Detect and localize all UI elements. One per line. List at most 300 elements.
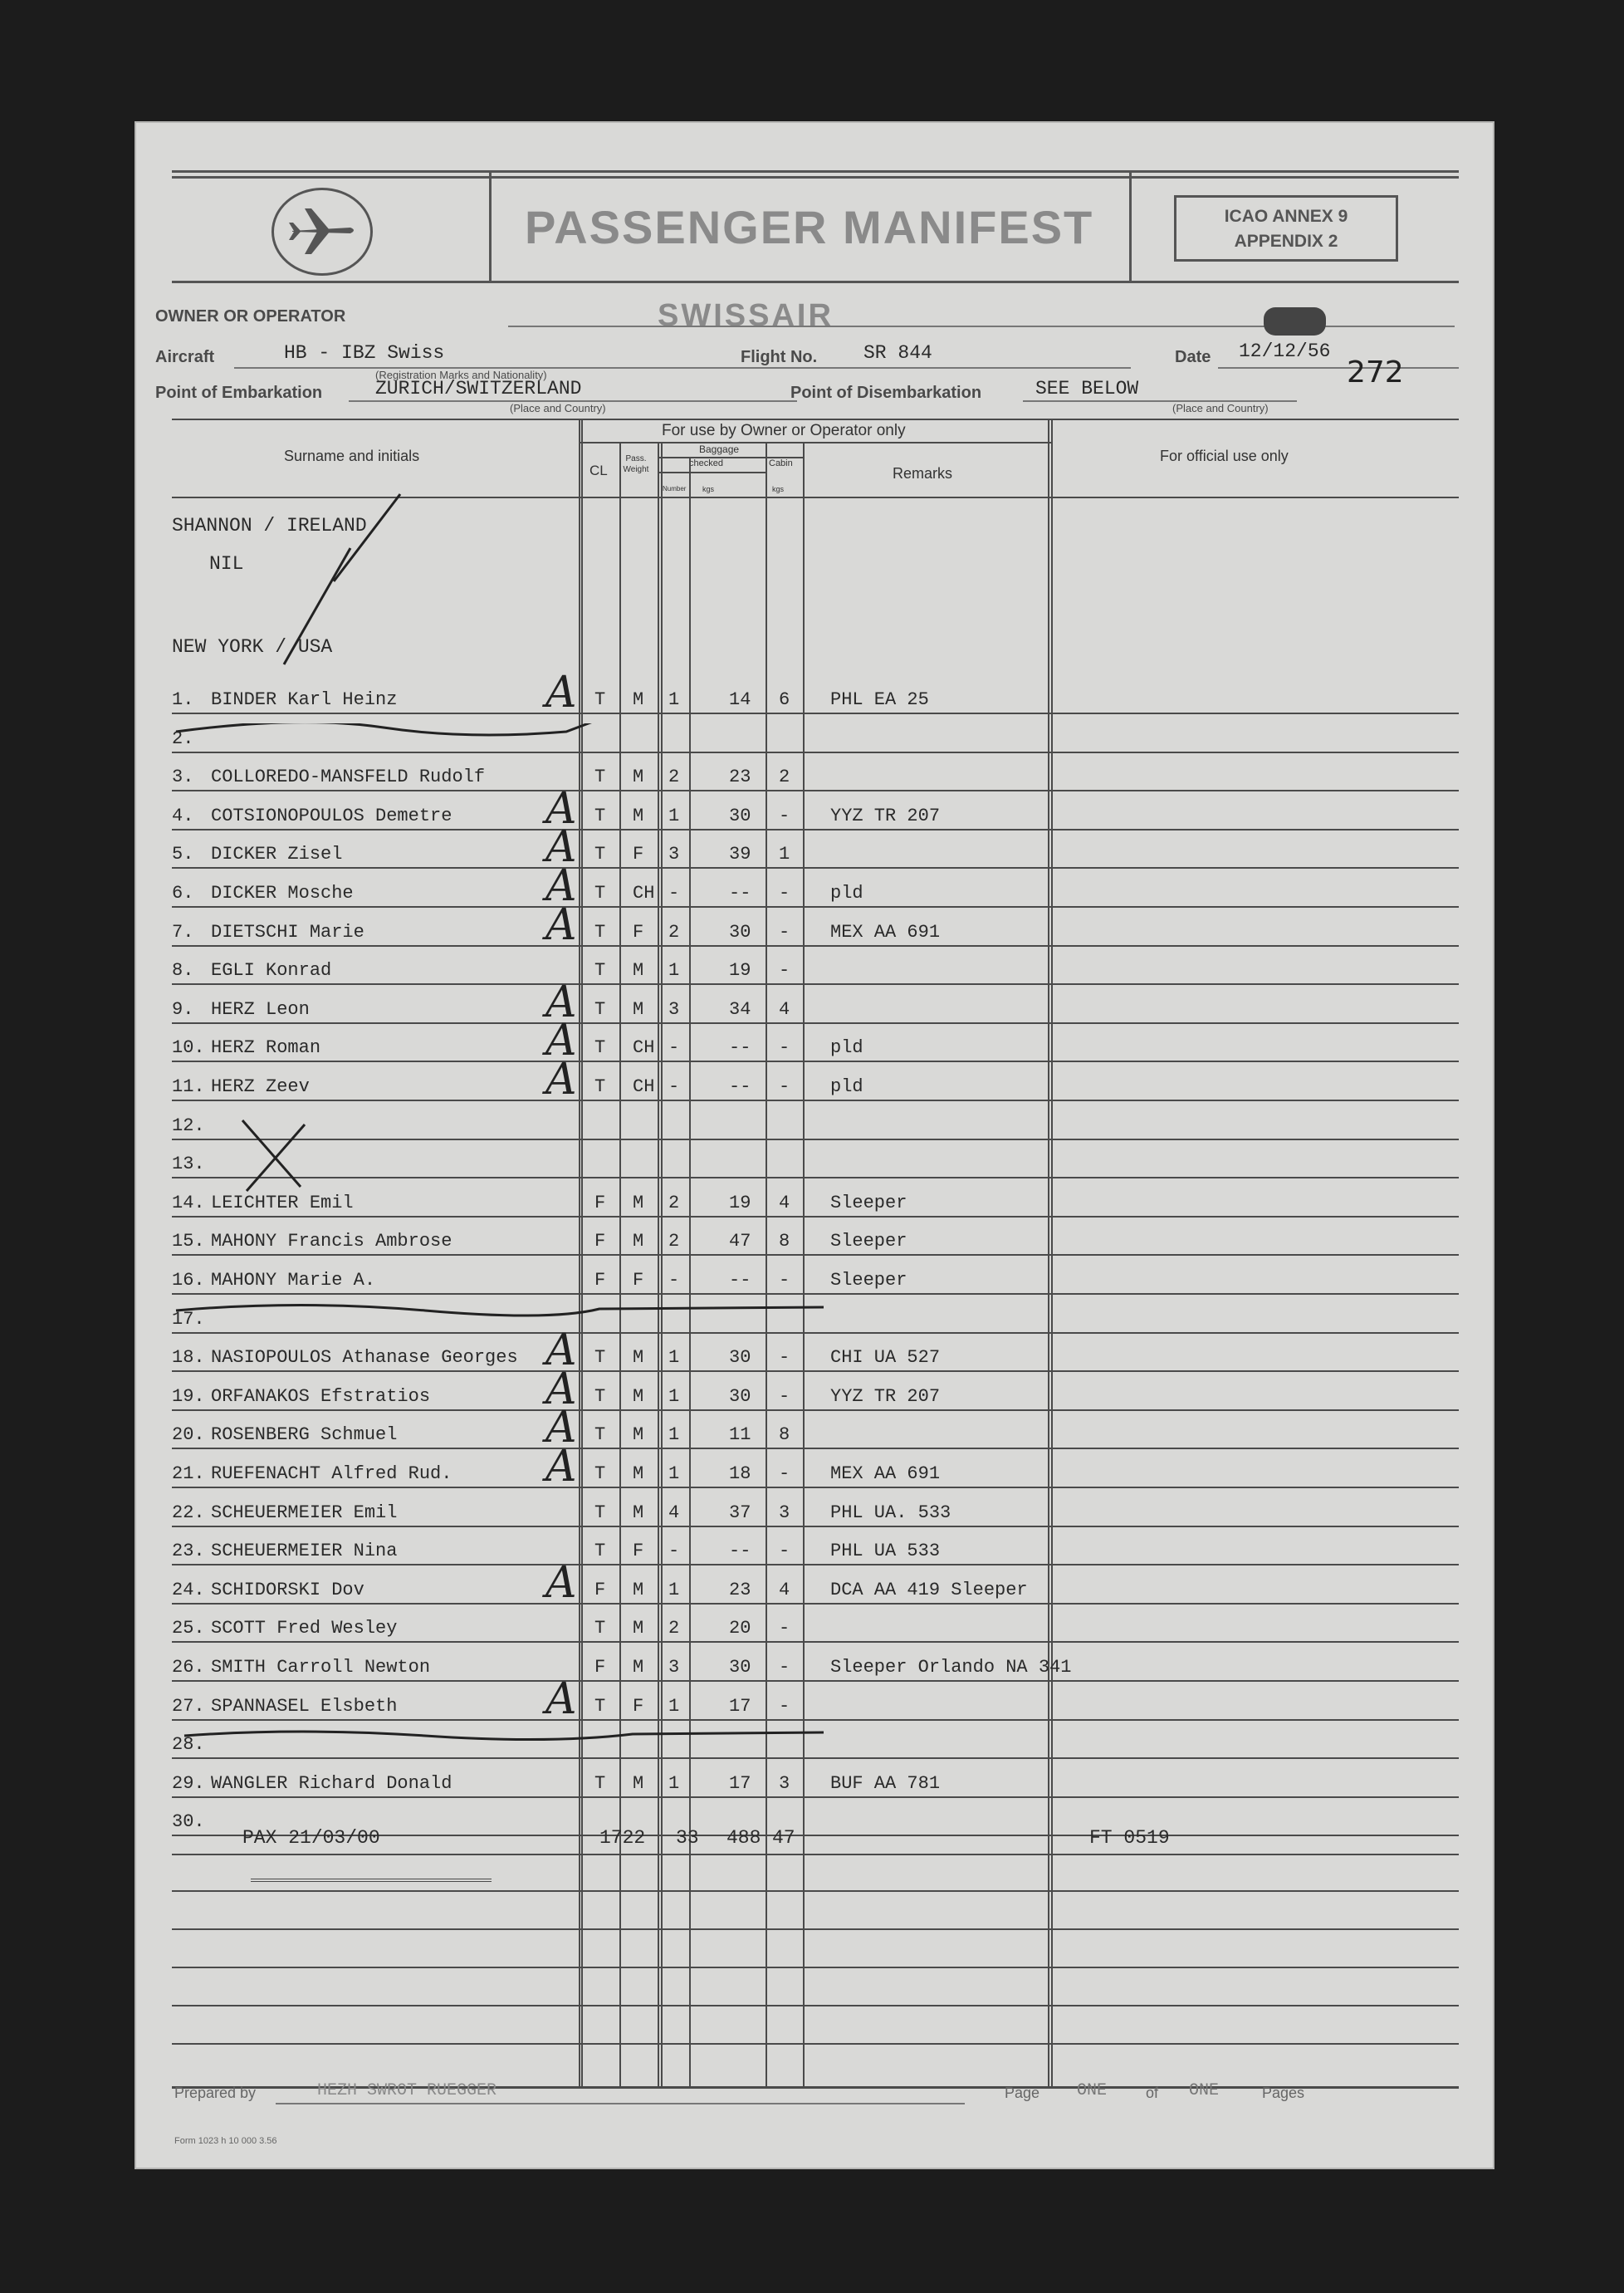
class-cell: T (594, 1076, 606, 1097)
section-shannon: SHANNON / IRELAND (172, 515, 367, 537)
class-cell: T (594, 1772, 606, 1794)
passenger-name: ROSENBERG Schmuel (211, 1424, 398, 1446)
baggage-number-cell: 2 (668, 1192, 680, 1213)
totals-official: FT 0519 (1089, 1827, 1170, 1849)
date-value: 12/12/56 (1239, 341, 1331, 362)
table-row (135, 1403, 1494, 1453)
baggage-kgs-cell: 30 (729, 805, 751, 826)
pass-weight-cell: M (633, 998, 644, 1020)
class-cell: T (594, 998, 606, 1020)
aircraft-value: HB - IBZ Swiss (284, 342, 445, 364)
table-row (135, 950, 1494, 988)
row-rule (172, 983, 1459, 985)
passenger-name: RUEFENACHT Alfred Rud. (211, 1463, 452, 1484)
remarks-cell: BUF AA 781 (830, 1772, 941, 1794)
row-rule (172, 1448, 1459, 1449)
handwritten-mark: A (545, 1055, 577, 1105)
class-cell: F (594, 1579, 606, 1600)
row-rule (172, 829, 1459, 830)
cabin-kgs-cell: - (779, 1618, 790, 1639)
baggage-header: Baggage (699, 443, 740, 455)
baggage-number-cell: 1 (668, 1463, 680, 1484)
blank-rule-5 (172, 2043, 1459, 2045)
remarks-cell: Sleeper (830, 1270, 907, 1291)
passenger-name: WANGLER Richard Donald (211, 1772, 452, 1794)
row-number: 11. (172, 1076, 205, 1097)
handwritten-mark: A (545, 977, 577, 1027)
cabin-header: Cabin (769, 458, 793, 468)
handwritten-mark: A (545, 1364, 577, 1414)
baggage-number-cell: 3 (668, 844, 680, 865)
row-number: 14. (172, 1192, 205, 1213)
baggage-number-cell: 1 (668, 1424, 680, 1446)
pass-weight-cell: M (633, 767, 644, 788)
table-row (135, 1364, 1494, 1414)
cabin-kgs-cell: - (779, 921, 790, 943)
flight-underline (840, 367, 1131, 369)
baggage-kgs-cell: 19 (729, 960, 751, 982)
blank-rule-2 (172, 1928, 1459, 1930)
baggage-kgs-cell: 23 (729, 1579, 751, 1600)
baggage-kgs-cell: 11 (729, 1424, 751, 1446)
aircraft-underline (234, 367, 865, 369)
baggage-kgs-cell: 30 (729, 921, 751, 943)
table-row (135, 1183, 1494, 1221)
embarkation-label: Point of Embarkation (155, 384, 323, 402)
row-number: 24. (172, 1579, 205, 1600)
class-cell: T (594, 1424, 606, 1446)
blank-rule-4 (172, 2005, 1459, 2006)
passenger-name: SCHIDORSKI Dov (211, 1579, 364, 1600)
row-number: 12. (172, 1115, 205, 1136)
pass-weight-cell: M (633, 1231, 644, 1252)
date-underline (1218, 367, 1459, 369)
surname-header: Surname and initials (284, 448, 420, 464)
pass-weight-cell: M (633, 805, 644, 826)
passenger-name: EGLI Konrad (211, 960, 332, 982)
row-number: 4. (172, 805, 194, 826)
row-rule (172, 790, 1459, 791)
cabin-kgs-cell: 4 (779, 998, 790, 1020)
totals-kgs: 488 (726, 1827, 761, 1849)
row-rule (172, 1796, 1459, 1798)
form-number: Form 1023 h 10 000 3.56 (174, 2136, 277, 2146)
class-cell: T (594, 1541, 606, 1562)
passenger-name: SMITH Carroll Newton (211, 1657, 431, 1678)
totals-top-rule (172, 1854, 1459, 1855)
cabin-kgs-cell: - (779, 1695, 790, 1717)
header-divider-right (1129, 170, 1132, 282)
baggage-number-cell: - (668, 1076, 680, 1097)
table-row (135, 977, 1494, 1027)
table-row (135, 1442, 1494, 1492)
class-cell: T (594, 1502, 606, 1523)
pass-weight-cell: M (633, 1657, 644, 1678)
checked-rule (658, 472, 766, 473)
baggage-kgs-cell: 30 (729, 1657, 751, 1678)
document-title: PASSENGER MANIFEST (525, 201, 1094, 253)
table-row (135, 899, 1494, 950)
row-number: 21. (172, 1463, 205, 1484)
table-row (135, 1608, 1494, 1646)
table-row (135, 783, 1494, 834)
remarks-cell: Sleeper (830, 1192, 907, 1213)
row-number: 15. (172, 1231, 205, 1252)
row-number: 18. (172, 1347, 205, 1369)
aircraft-note: (Registration Marks and Nationality) (375, 369, 547, 381)
cabin-kgs-cell: 1 (779, 844, 790, 865)
disembarkation-note: (Place and Country) (1172, 402, 1269, 414)
passenger-name: SPANNASEL Elsbeth (211, 1695, 398, 1717)
class-cell: T (594, 1618, 606, 1639)
section-nil: NIL (209, 553, 244, 575)
baggage-number-cell: - (668, 1037, 680, 1059)
pass-weight-cell: M (633, 1579, 644, 1600)
class-cell: T (594, 844, 606, 865)
baggage-number-cell: 1 (668, 1347, 680, 1369)
passenger-name: ORFANAKOS Efstratios (211, 1385, 431, 1407)
handwritten-strike-shannon (259, 490, 408, 673)
remarks-cell: pld (830, 1076, 863, 1097)
number-header: Number (663, 485, 687, 492)
row-rule (172, 1719, 1459, 1721)
pass-weight-cell: CH (633, 1076, 655, 1097)
passenger-name: DICKER Mosche (211, 883, 354, 904)
row-rule (172, 906, 1459, 908)
row-rule (172, 1487, 1459, 1488)
cabin-kgs-cell: - (779, 1657, 790, 1678)
baggage-number-cell: - (668, 1541, 680, 1562)
class-cell: F (594, 1192, 606, 1213)
table-row (135, 822, 1494, 873)
pass-weight-cell: M (633, 689, 644, 710)
row-number: 16. (172, 1270, 205, 1291)
table-row (135, 1105, 1494, 1144)
disembarkation-value: SEE BELOW (1035, 378, 1139, 399)
totals-cabin: 47 (772, 1827, 795, 1849)
pass-weight-cell: M (633, 1618, 644, 1639)
passenger-name: LEICHTER Emil (211, 1192, 354, 1213)
passenger-name: HERZ Leon (211, 998, 310, 1020)
remarks-cell: Sleeper (830, 1231, 907, 1252)
cabin-kgs-cell: - (779, 883, 790, 904)
row-number: 19. (172, 1385, 205, 1407)
table-row (135, 1763, 1494, 1801)
cabin-kgs-cell: - (779, 1270, 790, 1291)
blank-rule-1 (172, 1890, 1459, 1892)
header-top-rule-2 (172, 176, 1459, 179)
baggage-number-cell: 2 (668, 767, 680, 788)
prepared-by-label: Prepared by (174, 2085, 257, 2101)
passenger-name: SCHEUERMEIER Nina (211, 1541, 398, 1562)
baggage-kgs-cell: 23 (729, 767, 751, 788)
cabin-kgs-cell: 8 (779, 1231, 790, 1252)
owner-use-header: For use by Owner or Operator only (662, 422, 906, 439)
header-bottom-rule (172, 281, 1459, 283)
row-number: 10. (172, 1037, 205, 1059)
blank-rule-3 (172, 1967, 1459, 1968)
totals-double-underline (251, 1879, 492, 1882)
baggage-kgs-cell: -- (729, 1541, 751, 1562)
passenger-name: HERZ Zeev (211, 1076, 310, 1097)
pass-weight-cell: CH (633, 883, 655, 904)
row-rule (172, 945, 1459, 947)
baggage-number-cell: 1 (668, 1695, 680, 1717)
row-number: 22. (172, 1502, 205, 1523)
passenger-name: HERZ Roman (211, 1037, 321, 1059)
section-newyork: NEW YORK / USA (172, 636, 333, 658)
row-rule (172, 1680, 1459, 1682)
table-row (135, 1492, 1494, 1531)
row-number: 5. (172, 844, 194, 865)
baggage-kgs-cell: 34 (729, 998, 751, 1020)
remarks-cell: MEX AA 691 (830, 921, 941, 943)
passenger-name: DIETSCHI Marie (211, 921, 364, 943)
class-cell: T (594, 805, 606, 826)
cabin-kgs-cell: - (779, 1076, 790, 1097)
passenger-name: COTSIONOPOULOS Demetre (211, 805, 452, 826)
totals-pax: PAX 21/03/00 (242, 1827, 380, 1849)
passenger-name: MAHONY Marie A. (211, 1270, 376, 1291)
row-rule (172, 1100, 1459, 1101)
row-rule (172, 1526, 1459, 1527)
cabin-kgs-cell: 2 (779, 767, 790, 788)
class-cell: F (594, 1657, 606, 1678)
handwritten-mark: A (545, 861, 577, 911)
row-number: 6. (172, 883, 194, 904)
handwritten-mark: A (545, 1557, 577, 1608)
baggage-kgs-cell: 37 (729, 1502, 751, 1523)
table-row (135, 668, 1494, 718)
of-label: of (1146, 2085, 1159, 2101)
remarks-cell: pld (830, 1037, 863, 1059)
passenger-name: SCHEUERMEIER Emil (211, 1502, 398, 1523)
table-row (135, 757, 1494, 795)
cabin-kgs-cell: - (779, 1541, 790, 1562)
handwritten-mark: A (545, 668, 577, 718)
official-use-header: For official use only (1160, 448, 1289, 464)
cabin-kgs-cell: 4 (779, 1579, 790, 1600)
cabin-kgs-cell: - (779, 1385, 790, 1407)
baggage-number-cell: 1 (668, 805, 680, 826)
cabin-kgs-cell: - (779, 805, 790, 826)
row-number: 20. (172, 1424, 205, 1446)
remarks-cell: YYZ TR 207 (830, 1385, 941, 1407)
manifest-page (135, 121, 1494, 2169)
remarks-cell: MEX AA 691 (830, 1463, 941, 1484)
page-value: ONE (1077, 2081, 1108, 2100)
table-row (135, 1144, 1494, 1182)
header-top-rule (172, 170, 1459, 173)
cl-header: CL (589, 463, 608, 478)
row-rule (172, 1061, 1459, 1062)
baggage-kgs-cell: 30 (729, 1385, 751, 1407)
row-rule (172, 1293, 1459, 1295)
pass-weight-cell: CH (633, 1037, 655, 1059)
table-row (135, 1531, 1494, 1569)
row-number: 8. (172, 960, 194, 982)
class-cell: T (594, 689, 606, 710)
operator-name: SWISSAIR (658, 298, 834, 333)
baggage-number-cell: 3 (668, 998, 680, 1020)
remarks-cell: PHL UA. 533 (830, 1502, 951, 1523)
row-number: 17. (172, 1308, 205, 1330)
date-redaction (1264, 307, 1326, 336)
class-cell: F (594, 1231, 606, 1252)
passenger-name: COLLOREDO-MANSFELD Rudolf (211, 767, 486, 788)
row-rule (172, 867, 1459, 869)
handwritten-mark: A (545, 1673, 577, 1724)
owner-operator-label: OWNER OR OPERATOR (155, 307, 346, 326)
row-number: 2. (172, 728, 194, 749)
class-cell: T (594, 921, 606, 943)
handwritten-mark: A (545, 783, 577, 834)
row-number: 23. (172, 1541, 205, 1562)
pass-weight-cell: M (633, 1385, 644, 1407)
cabin-kgs-header: kgs (772, 485, 785, 493)
embarkation-note: (Place and Country) (510, 402, 606, 414)
baggage-kgs-cell: -- (729, 883, 751, 904)
baggage-number-cell: 1 (668, 1579, 680, 1600)
passenger-name: DICKER Zisel (211, 844, 343, 865)
pass-weight-cell: M (633, 1502, 644, 1523)
class-cell: T (594, 1695, 606, 1717)
airplane-icon (284, 200, 359, 262)
baggage-kgs-cell: 20 (729, 1618, 751, 1639)
baggage-kgs-cell: 14 (729, 689, 751, 710)
handwritten-mark: A (545, 1442, 577, 1492)
header-divider-left (489, 170, 492, 282)
kgs-header: kgs (702, 485, 715, 493)
passenger-name: SCOTT Fred Wesley (211, 1618, 398, 1639)
row-rule (172, 1139, 1459, 1140)
row-number: 29. (172, 1772, 205, 1794)
baggage-number-cell: 1 (668, 689, 680, 710)
table-row (135, 1016, 1494, 1066)
handwritten-strike (135, 1729, 882, 1762)
row-rule (172, 1022, 1459, 1024)
row-rule (172, 1254, 1459, 1256)
cabin-kgs-cell: - (779, 1037, 790, 1059)
baggage-number-cell: 2 (668, 921, 680, 943)
pass-weight-header: Pass. Weight (623, 454, 649, 474)
class-cell: T (594, 1463, 606, 1484)
pages-label: Pages (1262, 2085, 1305, 2101)
pass-weight-cell: F (633, 1541, 644, 1562)
baggage-kgs-cell: 39 (729, 844, 751, 865)
baggage-number-cell: 2 (668, 1231, 680, 1252)
table-row (135, 1647, 1494, 1685)
owner-use-rule (579, 442, 1052, 443)
table-row (135, 1260, 1494, 1298)
prepared-by-underline (276, 2103, 965, 2104)
remarks-header: Remarks (893, 465, 953, 482)
class-cell: T (594, 1347, 606, 1369)
row-number: 30. (172, 1811, 205, 1833)
row-rule (172, 1641, 1459, 1643)
aircraft-label: Aircraft (155, 348, 215, 366)
flight-label: Flight No. (741, 348, 818, 366)
row-rule (172, 1177, 1459, 1178)
cabin-kgs-cell: 6 (779, 689, 790, 710)
row-number: 28. (172, 1734, 205, 1756)
table-row (135, 1325, 1494, 1376)
cabin-kgs-cell: 8 (779, 1424, 790, 1446)
remarks-cell: DCA AA 419 Sleeper (830, 1579, 1028, 1600)
baggage-number-cell: 2 (668, 1618, 680, 1639)
class-cell: F (594, 1270, 606, 1291)
handwritten-mark: A (545, 1325, 577, 1376)
flight-value: SR 844 (863, 342, 932, 364)
prepared-by-value: HEZH SWROT RUEGGER (317, 2081, 497, 2100)
pass-weight-cell: M (633, 960, 644, 982)
passenger-name: BINDER Karl Heinz (211, 689, 398, 710)
remarks-cell: pld (830, 883, 863, 904)
pass-weight-cell: M (633, 1192, 644, 1213)
page-number-handwritten: 272 (1347, 355, 1404, 390)
cabin-kgs-cell: - (779, 1463, 790, 1484)
pass-weight-cell: F (633, 921, 644, 943)
baggage-kgs-cell: 18 (729, 1463, 751, 1484)
handwritten-mark: A (545, 1016, 577, 1066)
row-number: 7. (172, 921, 194, 943)
baggage-kgs-cell: -- (729, 1076, 751, 1097)
baggage-number-cell: 1 (668, 1385, 680, 1407)
row-number: 13. (172, 1154, 205, 1175)
pass-weight-cell: F (633, 1270, 644, 1291)
class-cell: T (594, 883, 606, 904)
class-cell: T (594, 1037, 606, 1059)
row-number: 26. (172, 1657, 205, 1678)
row-rule (172, 1216, 1459, 1218)
table-row (135, 861, 1494, 911)
baggage-kgs-cell: 17 (729, 1772, 751, 1794)
baggage-kgs-cell: 17 (729, 1695, 751, 1717)
baggage-number-cell: 4 (668, 1502, 680, 1523)
class-cell: T (594, 767, 606, 788)
row-rule (172, 1409, 1459, 1411)
handwritten-x-mark (234, 1112, 317, 1195)
pass-weight-cell: M (633, 1463, 644, 1484)
icao-line-2: APPENDIX 2 (1234, 232, 1338, 251)
pass-weight-cell: F (633, 1695, 644, 1717)
handwritten-mark: A (545, 822, 577, 873)
baggage-number-cell: 3 (668, 1657, 680, 1678)
handwritten-mark: A (545, 1403, 577, 1453)
passenger-name: NASIOPOULOS Athanase Georges (211, 1347, 518, 1369)
remarks-cell: PHL UA 533 (830, 1541, 941, 1562)
table-row (135, 1055, 1494, 1105)
page-label: Page (1005, 2085, 1040, 2101)
row-number: 3. (172, 767, 194, 788)
baggage-kgs-cell: 19 (729, 1192, 751, 1213)
icao-line-1: ICAO ANNEX 9 (1224, 207, 1348, 226)
handwritten-strike (135, 1304, 882, 1337)
row-rule (172, 1603, 1459, 1605)
row-rule (172, 713, 1459, 714)
checked-header: checked (689, 458, 723, 468)
baggage-number-cell: 1 (668, 960, 680, 982)
handwritten-mark: A (545, 899, 577, 950)
icao-reference-box (1174, 195, 1398, 262)
baggage-kgs-cell: -- (729, 1270, 751, 1291)
handwritten-strike (135, 723, 882, 757)
row-number: 1. (172, 689, 194, 710)
table-row (135, 1557, 1494, 1608)
pass-weight-cell: M (633, 1347, 644, 1369)
passenger-name: MAHONY Francis Ambrose (211, 1231, 452, 1252)
row-number: 25. (172, 1618, 205, 1639)
